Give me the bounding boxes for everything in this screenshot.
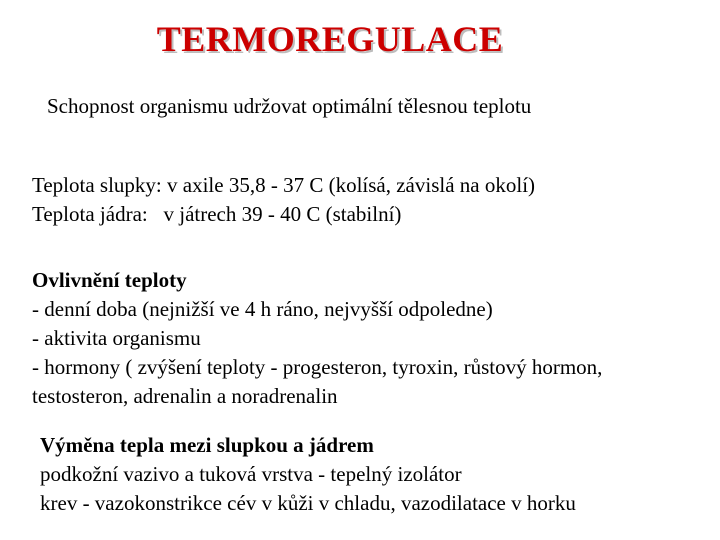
- influence-section: [32, 266, 692, 411]
- core-temperature-label: Teplota jádra:: [32, 202, 148, 226]
- core-temperature-line: [32, 200, 535, 229]
- shell-temperature-line: [32, 171, 535, 200]
- influence-item: - aktivita organismu: [32, 326, 201, 350]
- influence-item: - hormony ( zvýšení teploty - progesteron, tyroxin, růstový hormon,: [32, 355, 603, 379]
- shell-temperature-label: Teplota slupky:: [32, 173, 162, 197]
- heat-exchange-line: krev - vazokonstrikce cév v kůži v chladu, vazodilatace v horku: [40, 491, 576, 515]
- page-title: TERMOREGULACE: [156, 19, 504, 59]
- influence-item: - denní doba (nejnižší ve 4 h ráno, nejvyšší odpoledne): [32, 297, 493, 321]
- influence-heading: Ovlivnění teploty: [32, 268, 187, 292]
- temperature-section: [32, 171, 535, 229]
- heat-exchange-section: [40, 431, 576, 518]
- core-temperature-value: v játrech 39 - 40 C (stabilní): [163, 202, 402, 226]
- subtitle: Schopnost organismu udržovat optimální tělesnou teplotu: [47, 94, 532, 118]
- heat-exchange-heading: Výměna tepla mezi slupkou a jádrem: [40, 433, 374, 457]
- influence-item: testosteron, adrenalin a noradrenalin: [32, 384, 338, 408]
- heat-exchange-line: podkožní vazivo a tuková vrstva - tepelný izolátor: [40, 462, 462, 486]
- shell-temperature-value: v axile 35,8 - 37 C (kolísá, závislá na okolí): [167, 173, 536, 197]
